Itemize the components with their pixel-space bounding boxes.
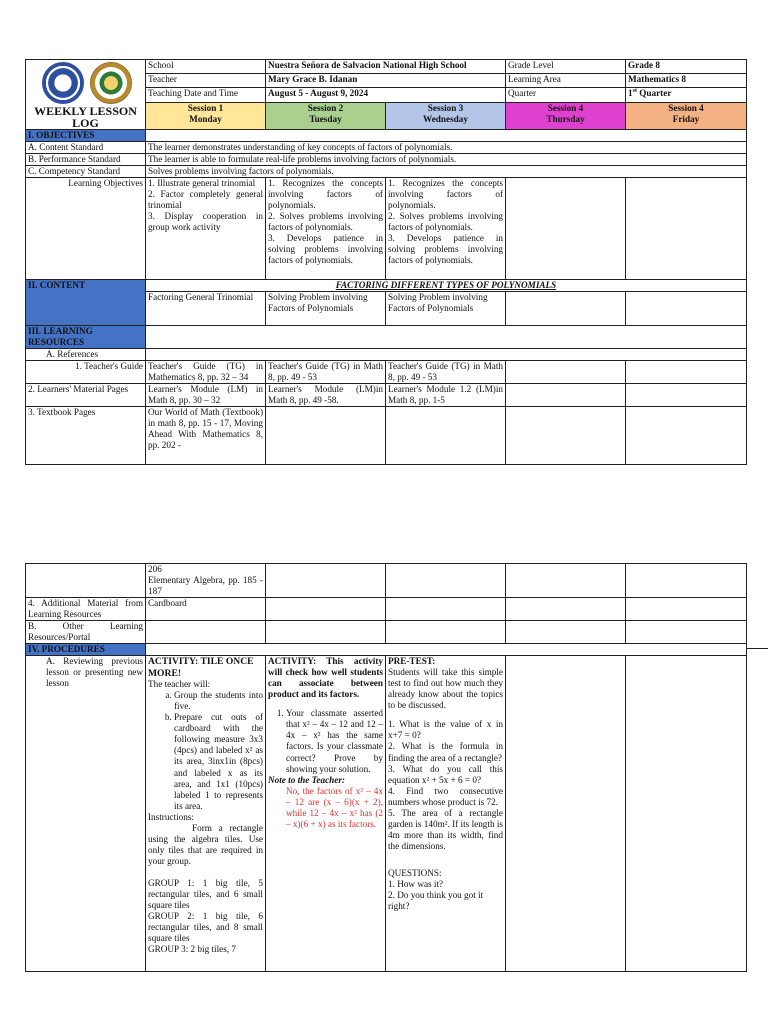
procedures-divider-line [746, 648, 768, 649]
additional-material-monday: Cardboard [146, 598, 266, 621]
section-heading-procedures: IV. PROCEDURES [26, 644, 146, 656]
group-3-text: GROUP 3: 2 big tiles, 7 [148, 943, 236, 954]
additional-material-thursday [506, 598, 626, 621]
section-heading-resources: III. LEARNING RESOURCES [26, 326, 146, 349]
pretest-question-4: 4. Find two consecutive numbers whose product is 72. [388, 785, 503, 807]
procedure-thursday [506, 656, 626, 972]
teacher-label: Teacher [146, 74, 266, 88]
references-fill [146, 349, 747, 361]
teachers-guide-tuesday: Teacher's Guide (TG) in Math 8, pp. 49 - 53 [266, 361, 386, 384]
school-label: School [146, 60, 266, 74]
other-resources-label: B. Other Learning Resources/Portal [26, 621, 146, 644]
learning-area-value: Mathematics 8 [626, 74, 747, 88]
session-header-tuesday: Session 2 Tuesday [266, 103, 386, 130]
textbook-continued-label [26, 564, 146, 598]
pretest-question-5: 5. The area of a rectangle garden is 140m². If its length is 4m more than its width, find the dimensions. [388, 807, 503, 851]
learners-material-tuesday: Learner's Module (LM)in Math 8, pp. 49 -58. [266, 384, 386, 407]
learners-material-wednesday: Learner's Module 1.2 (LM)in Math 8, pp. 1-5 [386, 384, 506, 407]
school-value: Nuestra Señora de Salvacion National High School [266, 60, 506, 74]
textbook-pages-wednesday [386, 407, 506, 465]
page-title: WEEKLY LESSON LOG [34, 104, 137, 130]
objectives-monday: 1. Illustrate general trinomial 2. Factor completely general trinomial 3. Display cooperation in group work activity [146, 178, 266, 280]
review-lesson-label: A. Reviewing previous lesson or presenting new lesson [26, 656, 146, 972]
content-thursday [506, 292, 626, 326]
pretest-question-1: 1. What is the value of x in x+7 = 0? [388, 719, 503, 741]
lesson-log-table-page1 [25, 59, 747, 465]
references-label: A. References [26, 349, 146, 361]
other-resources-tuesday [266, 621, 386, 644]
section-heading-objectives: I. OBJECTIVES [26, 130, 146, 142]
textbook-pages-label: 3. Textbook Pages [26, 407, 146, 465]
objectives-wednesday: 1. Recognizes the concepts involving factors of polynomials. 2. Solves problems involving factors of polynomials. 3. Develops patience in solving problems involving factors of polynomials. [386, 178, 506, 280]
questions-label: QUESTIONS: [388, 867, 442, 878]
session-header-monday: Session 1 Monday [146, 103, 266, 130]
group-1-text: GROUP 1: 1 big tile, 5 rectangular tiles, and 6 small square tiles [148, 877, 263, 910]
pretest-question-2: 2. What is the formula in finding the area of a rectangle? [388, 741, 503, 763]
competency-label: C. Competency Standard [26, 166, 146, 178]
objectives-heading-fill [146, 130, 747, 142]
textbook-continued-tuesday [266, 564, 386, 598]
pretest-intro: Students will take this simple test to find out how much they already know about the topics to be discussed. [388, 667, 503, 711]
learners-material-friday [626, 384, 747, 407]
additional-material-wednesday [386, 598, 506, 621]
pretest-title: PRE-TEST: [388, 656, 436, 667]
session-header-friday: Session 4 Friday [626, 103, 747, 130]
teachers-guide-label: 1. Teacher's Guide [26, 361, 146, 384]
activity-steps-monday: a. Group the students into five. b. Prepare cut outs of cardboard with the following measure 3x3 (4pcs) and labeled x² as its area, 3inx1in (8pcs) and labeled x as its area, and 1x1 (10pcs) labeled 1 to represents its area. [148, 690, 263, 811]
teachers-guide-thursday [506, 361, 626, 384]
procedure-wednesday [386, 656, 506, 972]
learning-objectives-label: Learning Objectives [26, 178, 146, 280]
textbook-continued-monday: 206 Elementary Algebra, pp. 185 - 187 [146, 564, 266, 598]
activity-intro-monday: The teacher will: [148, 679, 211, 690]
instructions-label: Instructions: [148, 811, 194, 822]
deped-seal-icon [42, 62, 84, 104]
learners-material-thursday [506, 384, 626, 407]
procedure-tuesday [266, 656, 386, 972]
content-standard-value: The learner demonstrates understanding of key concepts of factors of polynomials. [146, 142, 747, 154]
objectives-thursday [506, 178, 626, 280]
additional-material-tuesday [266, 598, 386, 621]
quarter-value: 1st Quarter [626, 88, 747, 103]
note-text: No, the factors of x² – 4x – 12 are (x – 6)(x + 2), while 12 – 4x – x² has (2 – x)(6 + x) as its factors. [286, 785, 383, 829]
other-resources-thursday [506, 621, 626, 644]
learners-material-monday: Learner's Module (LM) in Math 8, pp. 30 – 32 [146, 384, 266, 407]
competency-value: Solves problems involving factors of polynomials. [146, 166, 747, 178]
pretest-question-3: 3. What do you call this equation x² + 5x + 6 = 0? [388, 763, 503, 785]
note-label: Note to the Teacher: [268, 774, 345, 785]
activity-title-tuesday: ACTIVITY: This activity will check how well students can associate between product and its factors. [268, 656, 383, 700]
other-resources-friday [626, 621, 747, 644]
question-2: 2. Do you think you got it right? [388, 889, 484, 911]
textbook-pages-tuesday [266, 407, 386, 465]
content-standard-label: A. Content Standard [26, 142, 146, 154]
additional-material-friday [626, 598, 747, 621]
textbook-pages-monday: Our World of Math (Textbook) in math 8, pp. 15 - 17, Moving Ahead With Mathematics 8, pp. 202 - [146, 407, 266, 465]
header-logo-cell [26, 60, 146, 130]
performance-standard-label: B. Performance Standard [26, 154, 146, 166]
procedure-friday [626, 656, 747, 972]
group-2-text: GROUP 2: 1 big tile, 6 rectangular tiles, and 8 small square tiles [148, 910, 263, 943]
learners-material-label: 2. Learners' Material Pages [26, 384, 146, 407]
grade-level-value: Grade 8 [626, 60, 747, 74]
content-title: FACTORING DIFFERENT TYPES OF POLYNOMIALS [146, 280, 747, 292]
performance-standard-value: The learner is able to formulate real-life problems involving factors of polynomials. [146, 154, 747, 166]
lesson-log-table-page2 [25, 563, 747, 972]
school-seal-icon [90, 62, 132, 104]
textbook-continued-wednesday [386, 564, 506, 598]
content-friday [626, 292, 747, 326]
textbook-continued-friday [626, 564, 747, 598]
teachers-guide-monday: Teacher's Guide (TG) in Mathematics 8, pp. 32 – 34 [146, 361, 266, 384]
section-heading-content: II. CONTENT [26, 280, 146, 326]
grade-level-label: Grade Level [506, 60, 626, 74]
objectives-tuesday: 1. Recognizes the concepts involving factors of polynomials. 2. Solves problems involving factors of polynomials. 3. Develops patience in solving problems involving factors of polynomials. [266, 178, 386, 280]
activity-title-monday: ACTIVITY: TILE ONCE MORE! [148, 656, 254, 679]
session-header-wednesday: Session 3 Wednesday [386, 103, 506, 130]
learning-area-label: Learning Area [506, 74, 626, 88]
teachers-guide-friday [626, 361, 747, 384]
quarter-label: Quarter [506, 88, 626, 103]
textbook-continued-thursday [506, 564, 626, 598]
procedures-heading-fill [146, 644, 747, 656]
content-wednesday: Solving Problem involving Factors of Polynomials [386, 292, 506, 326]
other-resources-wednesday [386, 621, 506, 644]
session-header-thursday: Session 4 Thursday [506, 103, 626, 130]
textbook-pages-friday [626, 407, 747, 465]
textbook-pages-thursday [506, 407, 626, 465]
question-1: 1. How was it? [388, 878, 444, 889]
content-tuesday: Solving Problem involving Factors of Polynomials [266, 292, 386, 326]
activity-items-tuesday: 1. Your classmate asserted that x² – 4x – 12 and 12 – 4x – x² has the same factors. Is your classmate correct? Prove by showing your solution. [268, 708, 383, 774]
other-resources-monday [146, 621, 266, 644]
content-monday: Factoring General Trinomial [146, 292, 266, 326]
objectives-friday [626, 178, 747, 280]
date-label: Teaching Date and Time [146, 88, 266, 103]
additional-material-label: 4. Additional Material from Learning Resources [26, 598, 146, 621]
procedure-monday [146, 656, 266, 972]
teachers-guide-wednesday: Teacher's Guide (TG) in Math 8, pp. 49 - 53 [386, 361, 506, 384]
teacher-value: Mary Grace B. Idanan [266, 74, 506, 88]
instructions-text: Form a rectangle using the algebra tiles. Use only tiles that are required in your group. [148, 822, 263, 866]
date-value: August 5 - August 9, 2024 [266, 88, 506, 103]
resources-heading-fill [146, 326, 747, 349]
